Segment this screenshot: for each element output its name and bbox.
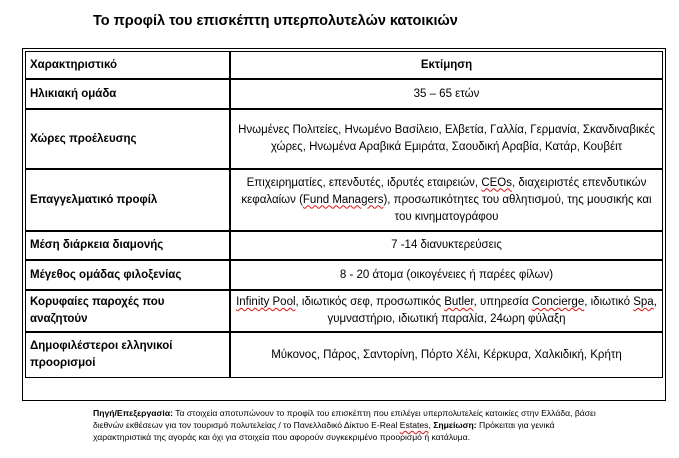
note-label: Σημείωση: xyxy=(433,420,477,430)
table-row xyxy=(25,169,663,231)
value-text: , ιδιωτικός σεφ, προσωπικός xyxy=(295,296,445,308)
source-footnote: Πηγή/Επεξεργασία: Τα στοιχεία αποτυπώνουν το προφίλ του επισκέπτη που επιλέγει υπερπολυτελείς κατοικίες στην Ελλάδα, βάσει διεθνών εκθέσεων για τον τουρισμό πολυτελείας / το Πανελλαδικό Δίκτυο E-Real Estates, Σημείωση: Πρόκειται για γενικά χαρακτηριστικά της αγοράς και όχι για στοιχεία που αφορούν συγκεκριμένο προορισμό ή κατάλυμα. xyxy=(93,408,596,442)
row-value: 7 -14 διανυκτερεύσεις xyxy=(230,231,663,260)
value-text: , διαχειριστές επενδυτικών κεφαλαίων ( xyxy=(241,176,647,206)
row-value: 8 - 20 άτομα (οικογένειες ή παρέες φίλων) xyxy=(230,260,663,290)
table-row xyxy=(25,260,663,290)
source-label: Πηγή/Επεξεργασία: xyxy=(93,408,173,418)
value-text: , υπηρεσία xyxy=(473,296,532,308)
row-value xyxy=(230,169,663,231)
value-text: , γυμναστήριο, ιδιωτική παραλία, 24ωρη φύλαξη xyxy=(327,296,657,325)
row-value: Ηνωμένες Πολιτείες, Ηνωμένο Βασίλειο, Ελβετία, Γαλλία, Γερμανία, Σκανδιναβικές χώρες, Ηνωμένα Αραβικά Εμιράτα, Σαουδική Αραβία, Κατάρ, Κουβέιτ xyxy=(230,109,663,169)
row-label: Κορυφαίες παροχές που αναζητούν xyxy=(25,290,230,332)
table-row xyxy=(25,332,663,378)
header-characteristic: Χαρακτηριστικό xyxy=(25,51,230,79)
table-row xyxy=(25,109,663,169)
row-label: Δημοφιλέστεροι ελληνικοί προορισμοί xyxy=(25,332,230,378)
table-row xyxy=(25,290,663,332)
note-text: Πρόκειται για γενικά χαρακτηριστικά της αγοράς και όχι για στοιχεία που αφορούν συγκεκριμένο προορισμό ή κατάλυμα. xyxy=(93,420,555,442)
row-label: Μέγεθος ομάδας φιλοξενίας xyxy=(25,260,230,290)
visitor-profile-table xyxy=(25,51,663,378)
value-term: Spa xyxy=(633,296,654,308)
value-term: Infinity Pool xyxy=(236,296,296,308)
value-term: Fund Managers xyxy=(302,193,384,206)
header-estimate: Εκτίμηση xyxy=(230,51,663,79)
value-term: CEOs xyxy=(481,176,512,189)
value-term: Concierge xyxy=(531,296,585,308)
value-term: Butler xyxy=(444,296,474,308)
row-label: Μέση διάρκεια διαμονής xyxy=(25,231,230,260)
row-value: Μύκονος, Πάρος, Σαντορίνη, Πόρτο Χέλι, Κέρκυρα, Χαλκιδική, Κρήτη xyxy=(230,332,663,378)
table-row xyxy=(25,231,663,260)
value-text: Επιχειρηματίες, επενδυτές, ιδρυτές εταιρειών, xyxy=(246,176,482,189)
row-label: Ηλικιακή ομάδα xyxy=(25,79,230,109)
value-text: ), προσωπικότητες του αθλητισμού, της μουσικής και του κινηματογράφου xyxy=(383,193,652,223)
row-label: Χώρες προέλευσης xyxy=(25,109,230,169)
source-text: Τα στοιχεία αποτυπώνουν το προφίλ του επισκέπτη που επιλέγει υπερπολυτελείς κατοικίες στην Ελλάδα, βάσει διεθνών εκθέσεων για τον τουρισμό πολυτελείας / το Πανελλαδικό Δίκτυο E-Real xyxy=(93,408,596,430)
value-text: , ιδιωτικό xyxy=(584,296,634,308)
source-estates: Estates xyxy=(399,420,429,430)
table-row xyxy=(25,79,663,109)
table-header-row xyxy=(25,51,663,79)
document-title: Το προφίλ του επισκέπτη υπερπολυτελών κατοικιών xyxy=(93,13,458,29)
row-label: Επαγγελματικό προφίλ xyxy=(25,169,230,231)
row-value: 35 – 65 ετών xyxy=(230,79,663,109)
row-value xyxy=(230,290,663,332)
